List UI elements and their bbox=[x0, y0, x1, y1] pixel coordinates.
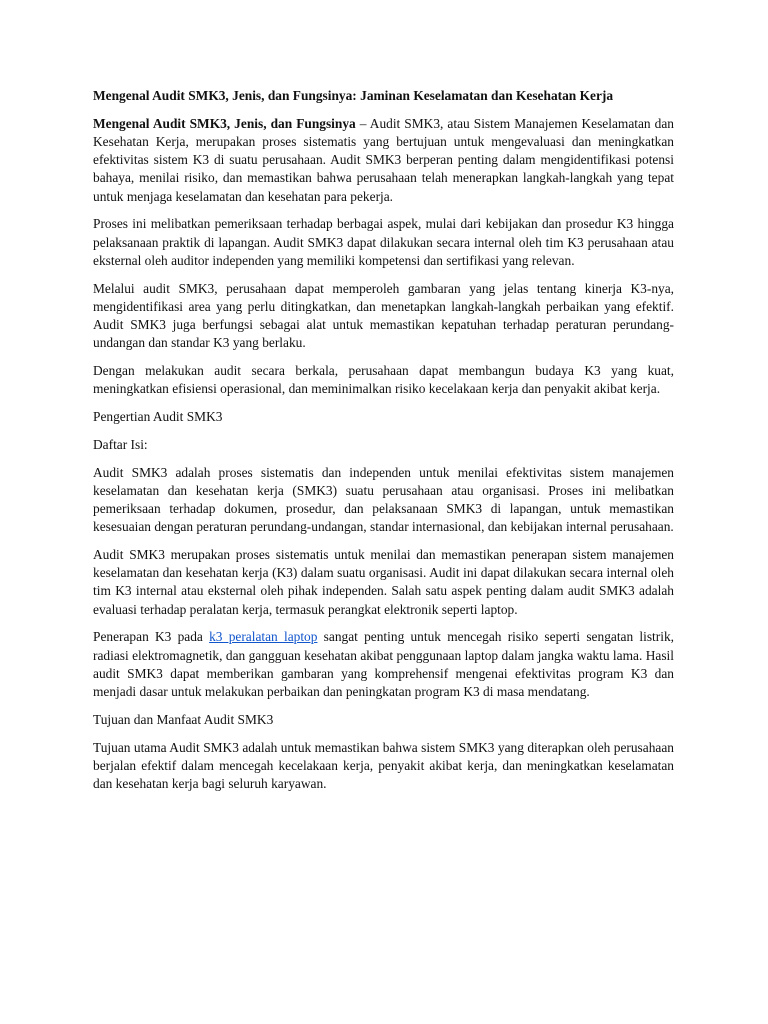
intro-text: – Audit SMK3, atau Sistem Manajemen Keselamatan dan Kesehatan Kerja, merupakan proses sistematis yang bertujuan untuk mengevaluasi dan meningkatkan efektivitas sistem K3 di suatu perusahaan. Audit SMK3 berperan penting dalam mengidentifikasi potensi bahaya, menilai risiko, dan memastikan bahwa perusahaan telah menerapkan langkah-langkah yang tepat untuk menjaga keselamatan dan kesehatan para pekerja. bbox=[93, 115, 674, 204]
paragraph-7-before: Penerapan K3 pada bbox=[93, 629, 210, 645]
document-page bbox=[93, 87, 674, 803]
paragraph-3: Melalui audit SMK3, perusahaan dapat memperoleh gambaran yang jelas tentang kinerja K3-nya, mengidentifikasi area yang perlu ditingkatkan, dan menetapkan langkah-langkah perbaikan yang efektif. Audit SMK3 juga berfungsi sebagai alat untuk memastikan kepatuhan terhadap peraturan perundang-undangan dan standar K3 yang berlaku. bbox=[93, 280, 674, 351]
heading-pengertian: Pengertian Audit SMK3 bbox=[93, 409, 223, 425]
heading-tujuan: Tujuan dan Manfaat Audit SMK3 bbox=[93, 711, 274, 727]
intro-paragraph bbox=[93, 115, 674, 206]
paragraph-7-after: sangat penting untuk mencegah risiko seperti sengatan listrik, radiasi elektromagnetik, dan gangguan kesehatan akibat penggunaan laptop dalam jangka waktu lama. Hasil audit SMK3 dapat memberikan gambaran yang komprehensif mengenai efektivitas program K3 dan menjadi dasar untuk melakukan perbaikan dan peningkatan program K3 di masa mendatang. bbox=[93, 629, 675, 700]
paragraph-8: Tujuan utama Audit SMK3 adalah untuk memastikan bahwa sistem SMK3 yang diterapkan oleh perusahaan berjalan efektif dalam mencegah kecelakaan kerja, penyakit akibat kerja, dan meningkatkan keselamatan dan kesehatan kerja bagi seluruh karyawan. bbox=[93, 739, 674, 792]
toc-label: Daftar Isi: bbox=[93, 436, 148, 452]
paragraph-7 bbox=[93, 628, 674, 701]
k3-laptop-link[interactable]: k3 peralatan laptop bbox=[209, 629, 318, 645]
paragraph-2: Proses ini melibatkan pemeriksaan terhadap berbagai aspek, mulai dari kebijakan dan prosedur K3 hingga pelaksanaan praktik di lapangan. Audit SMK3 dapat dilakukan secara internal oleh tim K3 perusahaan atau eksternal oleh auditor independen yang memiliki kompetensi dan sertifikasi yang relevan. bbox=[93, 216, 674, 268]
intro-lead: Mengenal Audit SMK3, Jenis, dan Fungsinya bbox=[93, 115, 356, 131]
paragraph-4: Dengan melakukan audit secara berkala, perusahaan dapat membangun budaya K3 yang kuat, meningkatkan efisiensi operasional, dan meminimalkan risiko kecelakaan kerja dan penyakit akibat kerja. bbox=[93, 363, 674, 397]
document-title: Mengenal Audit SMK3, Jenis, dan Fungsinya: Jaminan Keselamatan dan Kesehatan Kerja bbox=[93, 88, 614, 103]
paragraph-5: Audit SMK3 adalah proses sistematis dan independen untuk menilai efektivitas sistem manajemen keselamatan dan kesehatan kerja (SMK3) suatu perusahaan atau organisasi. Proses ini melibatkan pemeriksaan terhadap dokumen, prosedur, dan pelaksanaan SMK3 di lapangan, untuk memastikan kesesuaian dengan peraturan perundang-undangan, standar internasional, dan kebijakan internal perusahaan. bbox=[93, 464, 674, 535]
paragraph-6: Audit SMK3 merupakan proses sistematis untuk menilai dan memastikan penerapan sistem manajemen keselamatan dan kesehatan kerja (K3) dalam suatu organisasi. Audit ini dapat dilakukan secara internal oleh tim K3 internal atau eksternal oleh pihak independen. Salah satu aspek penting dalam audit SMK3 adalah evaluasi terhadap peralatan kerja, termasuk perangkat elektronik seperti laptop. bbox=[93, 547, 674, 617]
